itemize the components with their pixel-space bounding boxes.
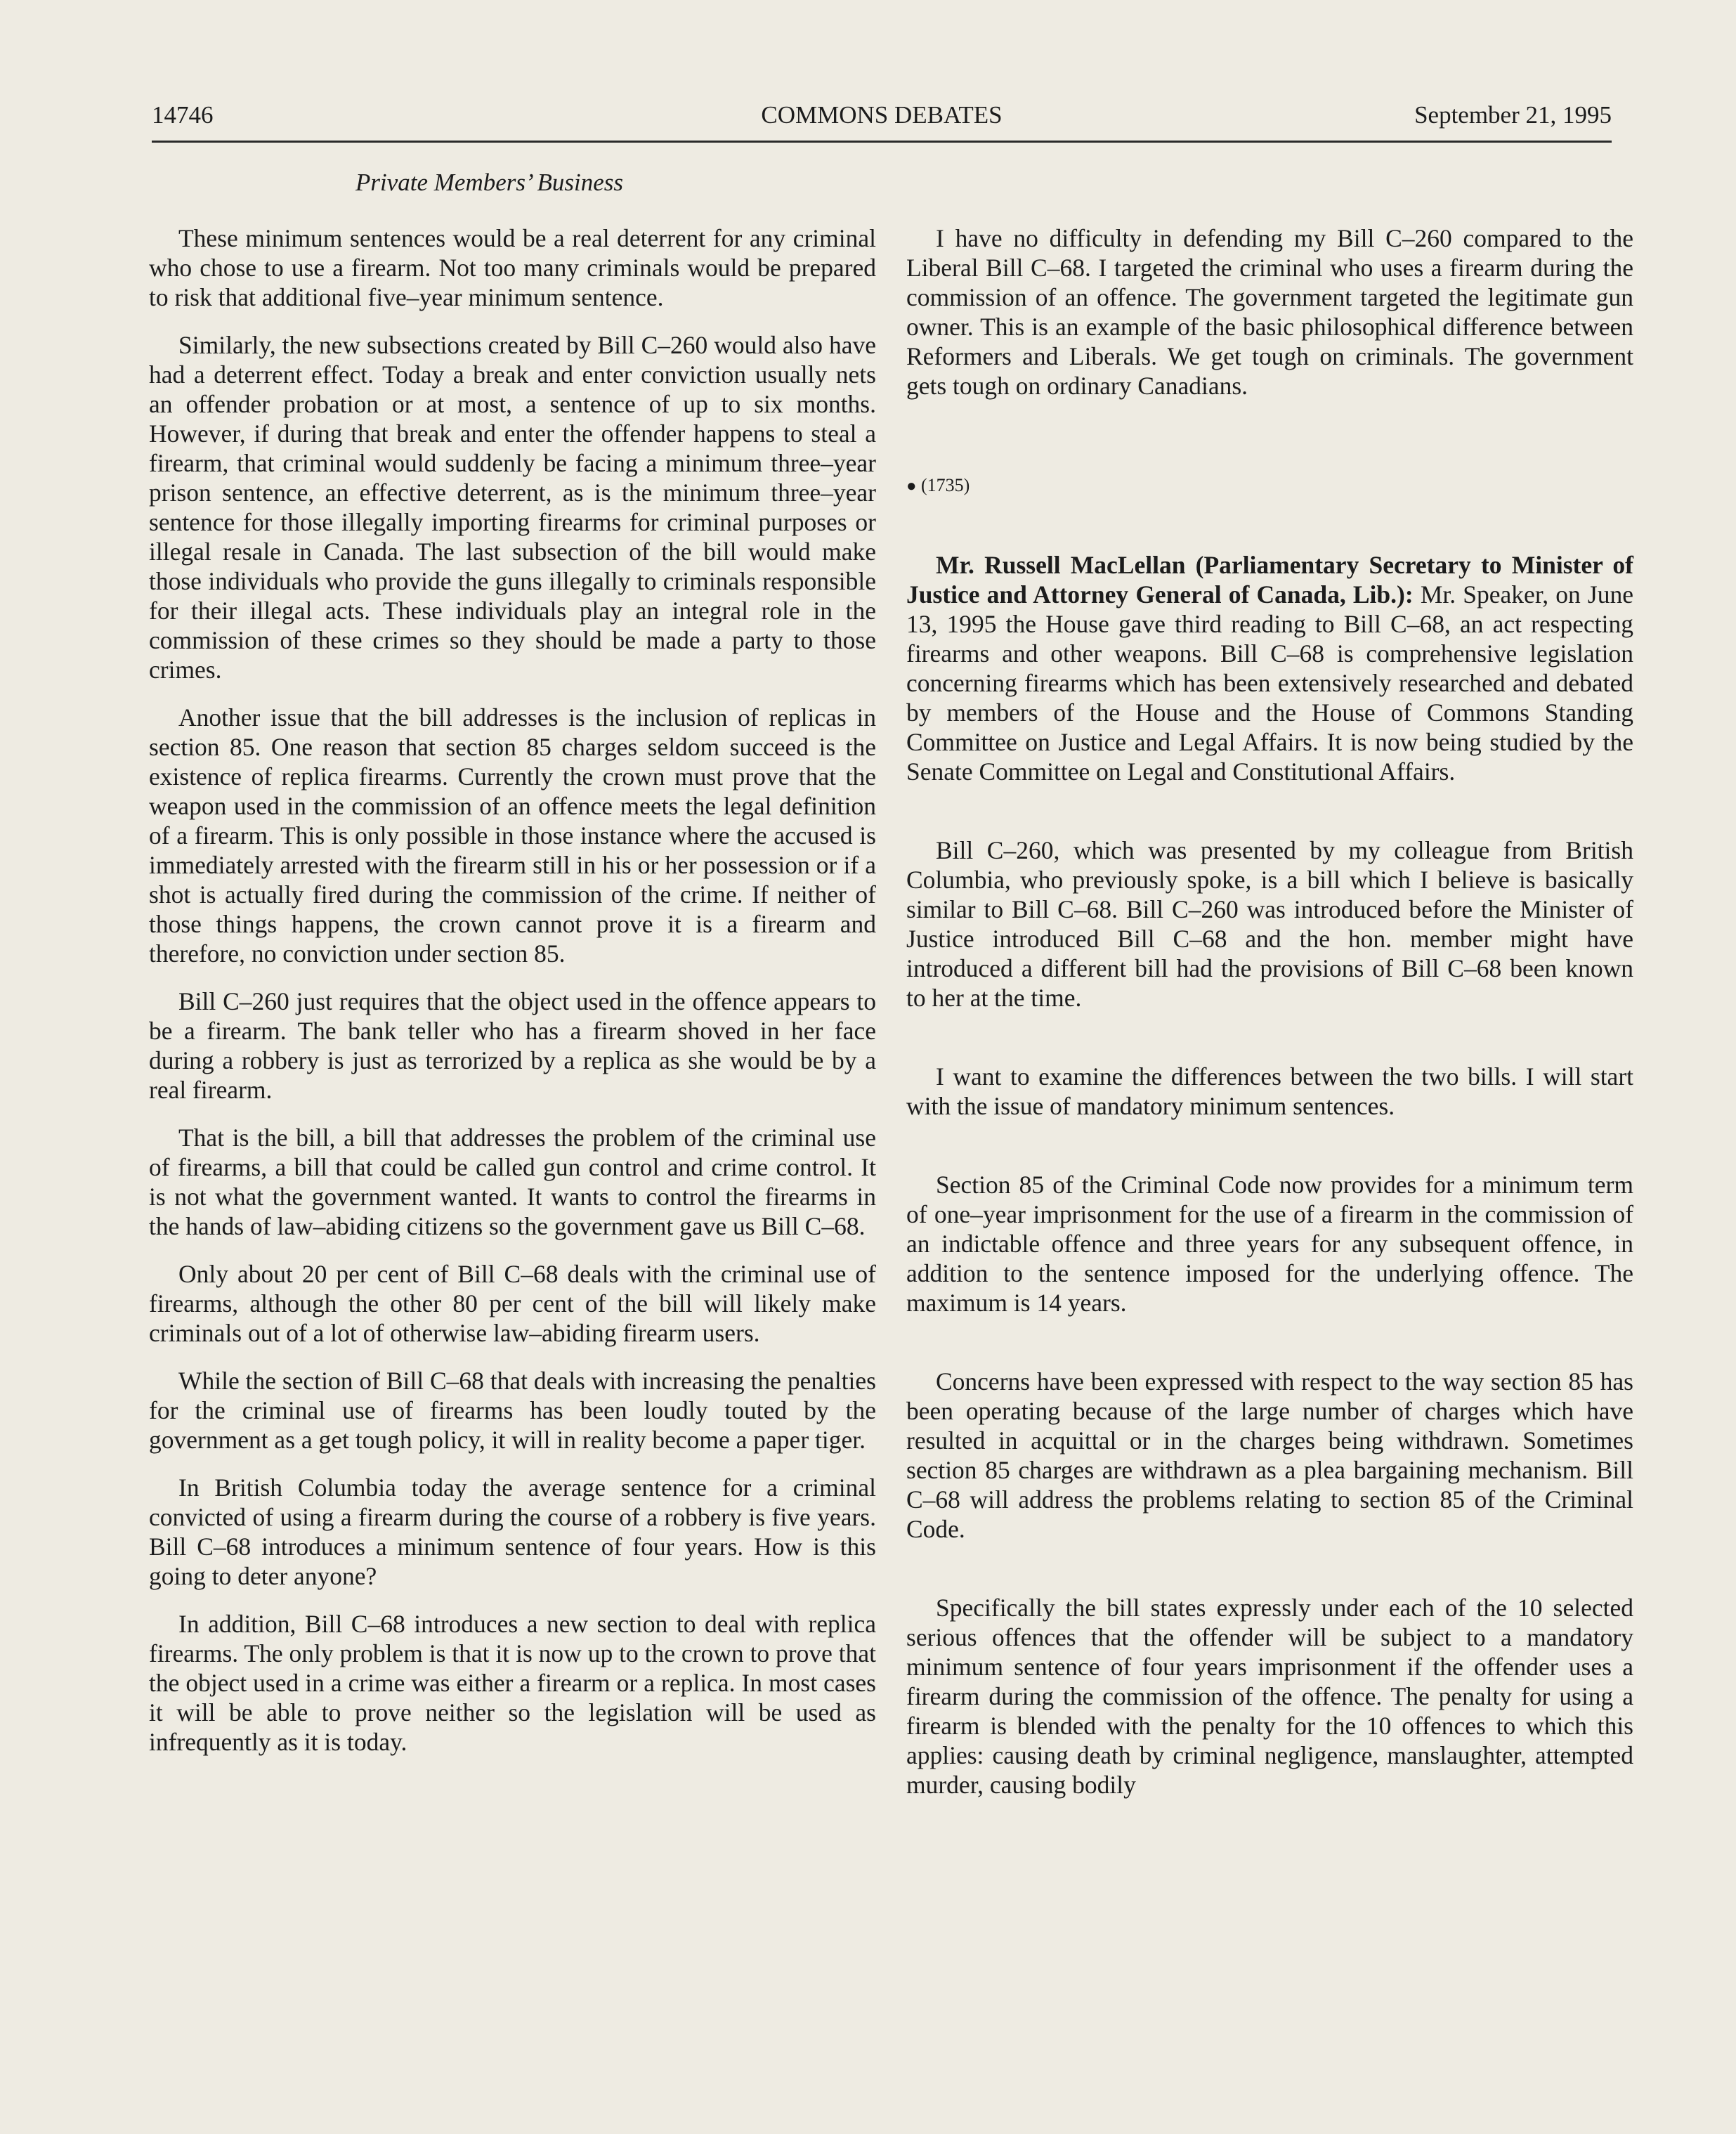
paragraph: Section 85 of the Criminal Code now provides for a minimum term of one–year imprisonment for the use of a firearm in the commission of an indictable offence and three years for any subsequent offence, in addition to the sentence imposed for the underlying offence. The maximum is 14 years. [906, 1171, 1633, 1317]
paragraph: Specifically the bill states expressly under each of the 10 selected serious offences that the offender will be subject to a mandatory minimum sentence of four years imprisonment if the offender uses a firearm during the commission of the offence. The penalty for using a firearm is blended with the penalty for the 10 offences to which this applies: causing death by criminal negligence, manslaughter, attempted murder, causing bodily [906, 1594, 1633, 1799]
paragraph: Only about 20 per cent of Bill C–68 deals with the criminal use of firearms, although the other 80 per cent of the bill will likely make criminals out of a lot of otherwise law–abiding firearm users. [149, 1260, 876, 1347]
paragraph: Bill C–260, which was presented by my colleague from British Columbia, who previously spoke, is a bill which I believe is basically similar to Bill C–68. Bill C–260 was introduced before the Minister of Justice introduced Bill C–68 and the hon. member might have introduced a different bill had the provisions of Bill C–68 been known to her at the time. [906, 836, 1633, 1012]
paragraph: I have no difficulty in defending my Bill C–260 compared to the Liberal Bill C–68. I targeted the criminal who uses a firearm during the commission of an offence. The government targeted the legitimate gun owner. This is an example of the basic philosophical difference between Reformers and Liberals. We get tough on criminals. The government gets tough on ordinary Canadians. [906, 224, 1633, 400]
paragraph: Similarly, the new subsections created by Bill C–260 would also have had a deterrent effect. Today a break and enter conviction usually nets an offender probation or at most, a sentence of up to six months. However, if during that break and enter the offender happens to steal a firearm, that criminal would suddenly be facing a minimum three–year prison sentence, an effective deterrent, as is the minimum three–year sentence for those illegally importing firearms for criminal purposes or illegal resale in Canada. The last subsection of the bill would make those individuals who provide the guns illegally to criminals responsible for their illegal acts. These individuals play an integral role in the commission of these crimes so they should be made a party to those crimes. [149, 331, 876, 684]
speaker-name: Mr. Russell MacLellan (Parliamentary Secretary to Minister of Justice and Attorney General of Canada, Lib.): [906, 551, 1633, 609]
paragraph: That is the bill, a bill that addresses the problem of the criminal use of firearms, a bill that could be called gun control and crime control. It is not what the government wanted. It wants to control the firearms in the hands of law–abiding citizens so the government gave us Bill C–68. [149, 1124, 876, 1240]
timestamp [906, 471, 1633, 501]
publication-title: COMMONS DEBATES [761, 101, 1003, 129]
page-date: September 21, 1995 [1414, 101, 1612, 129]
paragraph: These minimum sentences would be a real deterrent for any criminal who chose to use a firearm. Not too many criminals would be prepared to risk that additional five–year minimum sentence. [149, 224, 876, 311]
paragraph: In addition, Bill C–68 introduces a new section to deal with replica firearms. The only problem is that it is now up to the crown to prove that the object used in a crime was either a firearm or a replica. In most cases it will be able to prove neither so the legislation will be used as infrequently as it is today. [149, 1610, 876, 1756]
header-rule [152, 141, 1612, 143]
section-label: Private Members’ Business [355, 169, 624, 196]
timestamp-text: (1735) [921, 475, 970, 495]
right-column [906, 223, 1633, 1800]
paragraph: While the section of Bill C–68 that deals with increasing the penalties for the criminal use of firearms has been loudly touted by the government as a get tough policy, it will in reality become a paper tiger. [149, 1367, 876, 1454]
paragraph: Concerns have been expressed with respect to the way section 85 has been operating because of the large number of charges which have resulted in acquittal or in the charges being withdrawn. Sometimes section 85 charges are withdrawn as a plea bargaining mechanism. Bill C–68 will address the problems relating to section 85 of the Criminal Code. [906, 1367, 1633, 1543]
paragraph: I want to examine the differences between the two bills. I will start with the issue of mandatory minimum sentences. [906, 1062, 1633, 1120]
speech-text: Mr. Speaker, on June 13, 1995 the House gave third reading to Bill C–68, an act respecting firearms and other weapons. Bill C–68 is comprehensive legislation concerning firearms which has been extensively researched and debated by members of the House and the House of Commons Standing Committee on Justice and Legal Affairs. It is now being studied by the Senate Committee on Legal and Constitutional Affairs. [906, 580, 1633, 786]
page-header [152, 101, 1612, 141]
speech-paragraph [906, 550, 1633, 786]
paragraph: Bill C–260 just requires that the object used in the offence appears to be a firearm. The bank teller who has a firearm shoved in her face during a robbery is just as terrorized by a replica as she would be by a real firearm. [149, 987, 876, 1104]
bullet-icon: ● [906, 477, 917, 495]
left-column [149, 223, 876, 1775]
paragraph: Another issue that the bill addresses is the inclusion of replicas in section 85. One reason that section 85 charges seldom succeed is the existence of replica firearms. Currently the crown must prove that the weapon used in the commission of an offence meets the legal definition of a firearm. This is only possible in those instance where the accused is immediately arrested with the firearm still in his or her possession or if a shot is actually fired during the commission of the crime. If neither of those things happens, the crown cannot prove it is a firearm and therefore, no conviction under section 85. [149, 703, 876, 968]
page-number: 14746 [152, 101, 214, 129]
paragraph: In British Columbia today the average sentence for a criminal convicted of using a firearm during the course of a robbery is five years. Bill C–68 introduces a minimum sentence of four years. How is this going to deter anyone? [149, 1473, 876, 1590]
